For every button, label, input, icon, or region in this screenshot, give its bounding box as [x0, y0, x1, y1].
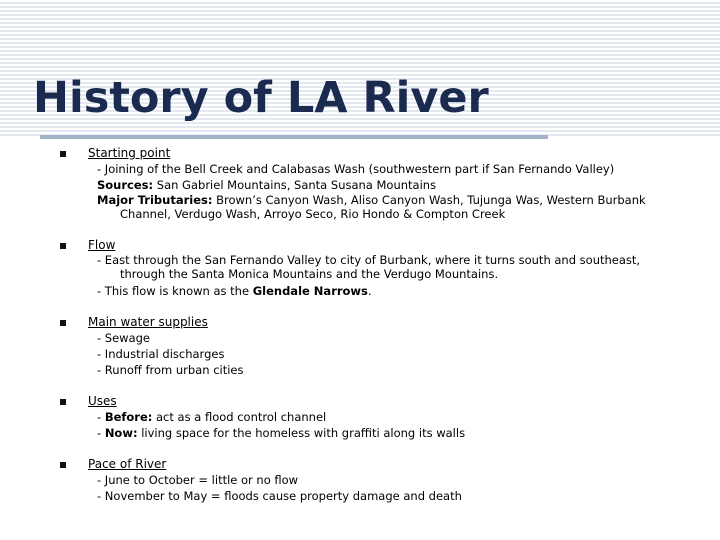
- section-line: - Sewage: [97, 331, 151, 345]
- section-line: - Joining of the Bell Creek and Calabasas Wash (southwestern part if San Fernando Valley): [97, 162, 615, 176]
- line-text: Brown’s Canyon Wash, Aliso Canyon Wash, Tujunga Was, Western Burbank: [212, 193, 646, 207]
- line-bold-term: Glendale Narrows: [252, 284, 368, 298]
- title-underline-rule: [40, 135, 548, 139]
- section-line: - East through the San Fernando Valley to city of Burbank, where it turns south and southeast,: [97, 253, 641, 267]
- section-pace-of-river: [88, 457, 708, 504]
- section-line: - Industrial discharges: [97, 347, 225, 361]
- section-line: - Runoff from urban cities: [97, 363, 244, 377]
- section-heading: Pace of River: [88, 457, 167, 471]
- line-text: act as a flood control channel: [152, 410, 327, 424]
- section-flow: [88, 238, 708, 301]
- section-line-continuation: through the Santa Monica Mountains and the Verdugo Mountains.: [120, 267, 499, 281]
- section-line: [88, 281, 708, 301]
- section-main-water-supplies: [88, 315, 708, 378]
- line-label: Before:: [104, 410, 153, 424]
- section-heading: Uses: [88, 394, 117, 408]
- line-label: Major Tributaries:: [97, 193, 213, 207]
- section-heading: Main water supplies: [88, 315, 208, 329]
- bullet-icon: [60, 320, 66, 326]
- bullet-icon: [60, 399, 66, 405]
- section-uses: [88, 394, 708, 441]
- bullet-icon: [60, 462, 66, 468]
- section-heading: Flow: [88, 238, 116, 252]
- line-text: -: [97, 410, 105, 424]
- slide-title: History of LA River: [33, 73, 489, 123]
- section-line: - November to May = floods cause property damage and death: [97, 489, 462, 503]
- section-line: [88, 193, 708, 208]
- section-heading: Starting point: [88, 146, 171, 160]
- line-text: .: [367, 284, 372, 298]
- line-text: -: [97, 426, 105, 440]
- section-line: [88, 409, 708, 425]
- bullet-icon: [60, 243, 66, 249]
- line-text: living space for the homeless with graffiti along its walls: [137, 426, 466, 440]
- line-text: - This flow is known as the: [97, 284, 253, 298]
- line-label: Now:: [104, 426, 138, 440]
- line-label: Sources:: [97, 178, 154, 192]
- section-line: - June to October = little or no flow: [97, 473, 299, 487]
- bullet-icon: [60, 151, 66, 157]
- line-text: San Gabriel Mountains, Santa Susana Mountains: [153, 178, 437, 192]
- section-line: [88, 425, 708, 441]
- section-line: [88, 177, 708, 193]
- section-starting-point: [88, 146, 708, 221]
- section-line-continuation: Channel, Verdugo Wash, Arroyo Seco, Rio Hondo & Compton Creek: [120, 207, 506, 221]
